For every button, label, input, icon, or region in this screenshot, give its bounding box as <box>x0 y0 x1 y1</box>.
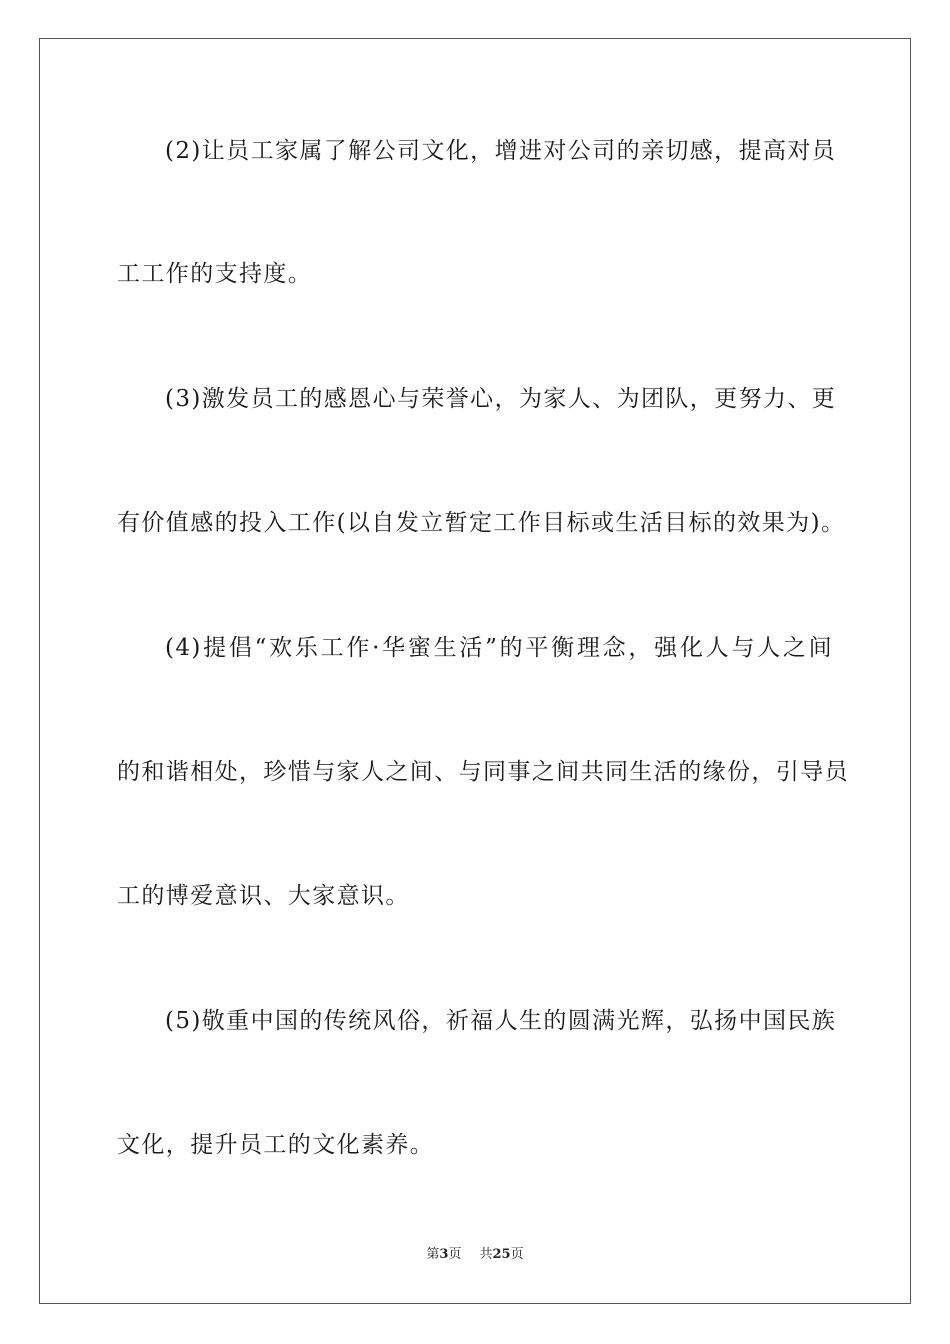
paragraph-5-line-1: (5)敬重中国的传统风俗，祈福人生的圆满光辉，弘扬中国民族 <box>165 1008 837 1034</box>
footer-total-suffix: 页 <box>510 1247 524 1262</box>
paragraph-4-line-1: (4)提倡“欢乐工作·华蜜生活”的平衡理念，强化人与人之间 <box>165 635 833 661</box>
page-footer <box>0 1246 950 1264</box>
footer-total-pages: 25 <box>492 1247 511 1262</box>
paragraph-3-line-1: (3)激发员工的感恩心与荣誉心，为家人、为团队，更努力、更 <box>165 386 837 412</box>
footer-page-prefix: 第 <box>426 1247 440 1262</box>
paragraph-2-line-2: 工工作的支持度。 <box>117 261 313 287</box>
paragraph-3-line-2: 有价值感的投入工作(以自发立暂定工作目标或生活目标的效果为)。 <box>117 510 846 536</box>
footer-page-suffix: 页 <box>448 1247 462 1262</box>
paragraph-5-line-2: 文化，提升员工的文化素养。 <box>117 1132 435 1158</box>
paragraph-4-line-2: 的和谐相处，珍惜与家人之间、与同事之间共同生活的缘份，引导员 <box>117 759 849 785</box>
footer-page-number: 3 <box>439 1247 449 1262</box>
paragraph-4-line-3: 工的博爱意识、大家意识。 <box>117 883 410 909</box>
paragraph-2-line-1: (2)让员工家属了解公司文化，增进对公司的亲切感，提高对员 <box>165 138 837 164</box>
page-border <box>39 38 911 1304</box>
footer-total-prefix: 共 <box>479 1247 493 1262</box>
